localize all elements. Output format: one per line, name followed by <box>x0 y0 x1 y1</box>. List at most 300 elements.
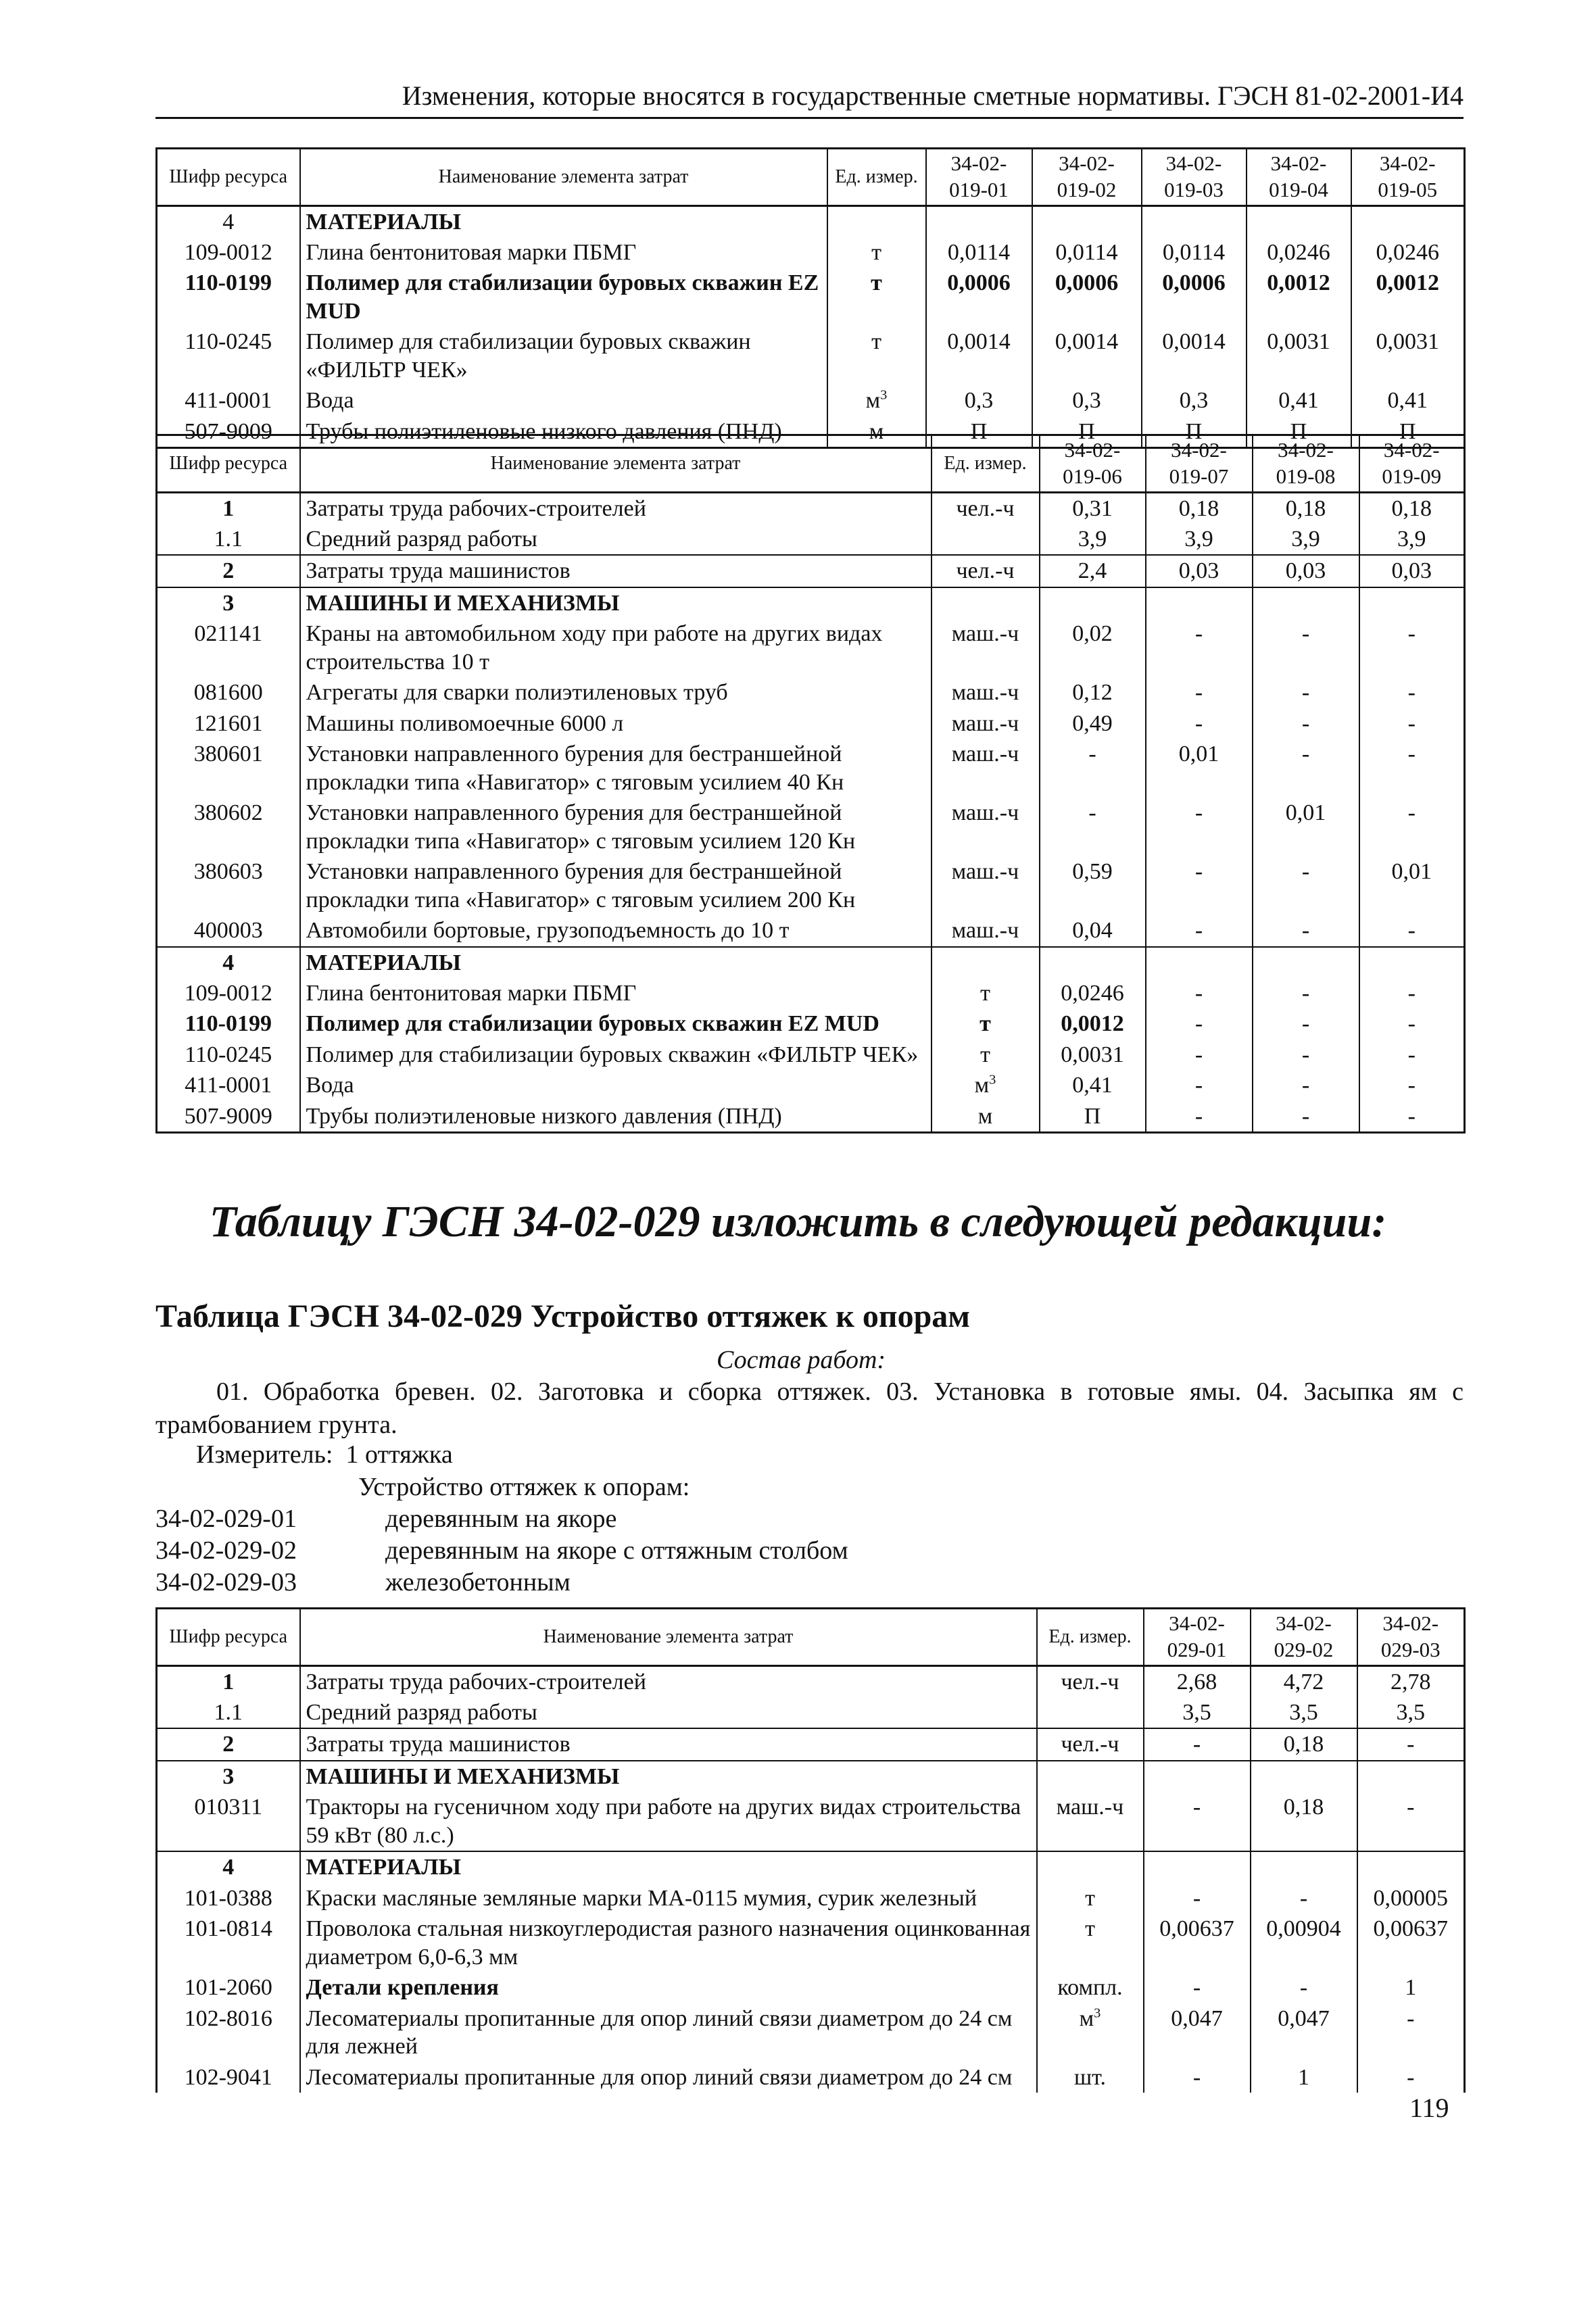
work-composition-label: Состав работ: <box>717 1346 886 1374</box>
row-value: 0,3 <box>1142 385 1247 416</box>
table-header-row <box>157 149 1465 206</box>
row-name: Затраты труда машинистов <box>300 555 932 587</box>
unit-of-measure: Измеритель: 1 оттяжка <box>196 1440 453 1469</box>
table-row <box>157 385 1465 416</box>
row-unit: т <box>932 1040 1040 1070</box>
row-value <box>1146 947 1253 978</box>
row-value: 0,18 <box>1146 492 1253 524</box>
row-value <box>1253 947 1359 978</box>
col-header-norm: 34-02- 019-04 <box>1247 149 1351 206</box>
row-unit: т <box>1037 1883 1144 1914</box>
row-name: Машины поливомоечные 6000 л <box>300 708 932 739</box>
row-name: МАШИНЫ И МЕХАНИЗМЫ <box>300 587 932 618</box>
variant-code: 34-02-029-03 <box>155 1568 297 1597</box>
row-value: 0,01 <box>1253 798 1359 856</box>
col-header-norm: 34-02- 019-06 <box>1040 435 1146 493</box>
row-code: 2 <box>157 1728 300 1760</box>
row-value: - <box>1253 978 1359 1008</box>
row-value: 3,9 <box>1253 524 1359 555</box>
row-name: Средний разряд работы <box>300 524 932 555</box>
table-row <box>157 1851 1465 1882</box>
row-unit <box>1037 1761 1144 1792</box>
row-unit: $м^3$ <box>827 385 926 416</box>
row-value: 0,0114 <box>1032 237 1142 268</box>
row-name: Лесоматериалы пропитанные для опор линий связи диаметром до 24 см для лежней <box>300 2003 1037 2062</box>
row-name: Полимер для стабилизации буровых скважин EZ MUD <box>300 268 827 326</box>
row-value: 3,5 <box>1357 1697 1465 1728</box>
row-value <box>926 205 1032 237</box>
row-code: 1.1 <box>157 524 300 555</box>
row-value: 0,0014 <box>1142 326 1247 385</box>
row-unit: т <box>1037 1914 1144 1972</box>
row-value: 0,01 <box>1146 739 1253 798</box>
row-code: 411-0001 <box>157 385 300 416</box>
row-value: 0,41 <box>1351 385 1465 416</box>
row-value: 1 <box>1357 1972 1465 2003</box>
row-code: 380601 <box>157 739 300 798</box>
row-value: 0,00637 <box>1144 1914 1251 1972</box>
table-row <box>157 915 1465 946</box>
row-value: - <box>1146 1070 1253 1100</box>
table-row <box>157 1761 1465 1792</box>
row-value: - <box>1359 1070 1465 1100</box>
row-value: - <box>1253 915 1359 946</box>
row-code: 4 <box>157 205 300 237</box>
variant-code: 34-02-029-02 <box>155 1536 297 1565</box>
row-value: 0,12 <box>1040 677 1146 708</box>
row-value: - <box>1359 798 1465 856</box>
row-code: 109-0012 <box>157 237 300 268</box>
row-value: - <box>1146 708 1253 739</box>
row-code: 010311 <box>157 1792 300 1851</box>
row-unit: маш.-ч <box>932 708 1040 739</box>
row-value <box>1247 205 1351 237</box>
col-header-norm: 34-02- 019-01 <box>926 149 1032 206</box>
row-unit: т <box>827 268 926 326</box>
row-value: - <box>1357 2062 1465 2093</box>
row-unit: чел.-ч <box>1037 1728 1144 1760</box>
row-value: - <box>1253 1101 1359 1133</box>
row-value <box>1032 205 1142 237</box>
row-unit: чел.-ч <box>932 492 1040 524</box>
row-value: 0,59 <box>1040 856 1146 915</box>
row-unit: чел.-ч <box>932 555 1040 587</box>
table-row <box>157 587 1465 618</box>
variant-text: железобетонным <box>385 1568 571 1597</box>
row-value: - <box>1146 1040 1253 1070</box>
col-header-norm: 34-02- 019-02 <box>1032 149 1142 206</box>
row-code: 081600 <box>157 677 300 708</box>
row-value <box>1351 205 1465 237</box>
row-value: - <box>1359 915 1465 946</box>
row-value: 0,00637 <box>1357 1914 1465 1972</box>
row-value: 0,0012 <box>1351 268 1465 326</box>
norm-group-label: Устройство оттяжек к опорам: <box>358 1473 690 1501</box>
table-row <box>157 1040 1465 1070</box>
col-header-norm: 34-02- 029-02 <box>1251 1609 1357 1666</box>
row-value: - <box>1144 1792 1251 1851</box>
col-header-norm: 34-02- 019-09 <box>1359 435 1465 493</box>
revision-heading: Таблицу ГЭСН 34-02-029 изложить в следующей редакции: <box>209 1197 1387 1246</box>
col-header-unit: Ед. измер. <box>827 149 926 206</box>
row-name: Затраты труда рабочих-строителей <box>300 492 932 524</box>
row-code: 110-0245 <box>157 326 300 385</box>
row-unit: маш.-ч <box>932 618 1040 677</box>
col-header-norm: 34-02- 029-01 <box>1144 1609 1251 1666</box>
row-unit <box>1037 1697 1144 1728</box>
row-value: 0,3 <box>1032 385 1142 416</box>
row-unit: маш.-ч <box>932 915 1040 946</box>
table-row <box>157 978 1465 1008</box>
row-unit: т <box>932 978 1040 1008</box>
row-name: Установки направленного бурения для бестраншейной прокладки типа «Навигатор» с тяговым усилием 120 Кн <box>300 798 932 856</box>
row-unit: маш.-ч <box>932 677 1040 708</box>
table-row <box>157 205 1465 237</box>
row-value: 0,18 <box>1359 492 1465 524</box>
row-name: МАТЕРИАЛЫ <box>300 205 827 237</box>
table-row <box>157 1728 1465 1760</box>
row-value <box>1144 1761 1251 1792</box>
row-value <box>1359 587 1465 618</box>
row-unit: м <box>827 416 926 448</box>
work-composition-text: 01. Обработка бревен. 02. Заготовка и сборка оттяжек. 03. Установка в готовые ямы. 04. Засыпка ям с трамбованием грунта. <box>155 1378 1464 1440</box>
row-value: - <box>1359 708 1465 739</box>
table-row <box>157 268 1465 326</box>
col-header-code: Шифр ресурса <box>157 149 300 206</box>
row-value: - <box>1146 618 1253 677</box>
row-name: Полимер для стабилизации буровых скважин «ФИЛЬТР ЧЕК» <box>300 1040 932 1070</box>
row-value: - <box>1357 1728 1465 1760</box>
row-name: Тракторы на гусеничном ходу при работе на других видах строительства 59 кВт (80 л.с.) <box>300 1792 1037 1851</box>
table-row <box>157 677 1465 708</box>
row-value: - <box>1253 739 1359 798</box>
row-value: П <box>926 416 1032 448</box>
row-unit <box>932 947 1040 978</box>
norms-table-029 <box>155 1607 1466 2093</box>
row-code: 102-9041 <box>157 2062 300 2093</box>
table-header-row <box>157 1609 1465 1666</box>
row-name: Агрегаты для сварки полиэтиленовых труб <box>300 677 932 708</box>
variant-code: 34-02-029-01 <box>155 1505 297 1533</box>
row-value: 3,5 <box>1144 1697 1251 1728</box>
row-value: - <box>1359 1101 1465 1133</box>
row-value: - <box>1359 1040 1465 1070</box>
row-value: 0,0114 <box>1142 237 1247 268</box>
row-value: - <box>1144 1728 1251 1760</box>
row-value: 2,78 <box>1357 1665 1465 1697</box>
row-value: 3,5 <box>1251 1697 1357 1728</box>
row-value: - <box>1146 978 1253 1008</box>
row-value: - <box>1359 1008 1465 1039</box>
row-value: 0,49 <box>1040 708 1146 739</box>
table-row <box>157 555 1465 587</box>
row-value: 3,9 <box>1359 524 1465 555</box>
table-row <box>157 947 1465 978</box>
row-unit: м <box>932 1101 1040 1133</box>
row-code: 2 <box>157 555 300 587</box>
row-unit: т <box>827 326 926 385</box>
col-header-unit: Ед. измер. <box>1037 1609 1144 1666</box>
table-row <box>157 1070 1465 1100</box>
row-code: 1 <box>157 1665 300 1697</box>
row-code: 380602 <box>157 798 300 856</box>
row-value <box>1146 587 1253 618</box>
row-code: 4 <box>157 1851 300 1882</box>
row-value: 0,0014 <box>1032 326 1142 385</box>
row-value: П <box>1247 416 1351 448</box>
row-value: 2,68 <box>1144 1665 1251 1697</box>
row-unit: маш.-ч <box>932 739 1040 798</box>
row-value <box>1359 947 1465 978</box>
col-header-norm: 34-02- 019-03 <box>1142 149 1247 206</box>
row-unit <box>932 524 1040 555</box>
table-row <box>157 618 1465 677</box>
row-value: 0,04 <box>1040 915 1146 946</box>
row-value: - <box>1146 1008 1253 1039</box>
row-value: 0,0246 <box>1247 237 1351 268</box>
row-code: 507-9009 <box>157 1101 300 1133</box>
row-value: - <box>1253 708 1359 739</box>
row-name: Полимер для стабилизации буровых скважин EZ MUD <box>300 1008 932 1039</box>
row-unit: т <box>827 237 926 268</box>
row-value: 0,41 <box>1247 385 1351 416</box>
row-code: 101-0388 <box>157 1883 300 1914</box>
col-header-norm: 34-02- 019-05 <box>1351 149 1465 206</box>
row-value: 2,4 <box>1040 555 1146 587</box>
row-code: 110-0199 <box>157 268 300 326</box>
row-value: - <box>1146 798 1253 856</box>
row-unit: маш.-ч <box>932 798 1040 856</box>
col-header-norm: 34-02- 019-08 <box>1253 435 1359 493</box>
row-value: 3,9 <box>1040 524 1146 555</box>
row-value: - <box>1253 677 1359 708</box>
row-unit: т <box>932 1008 1040 1039</box>
row-value: 0,41 <box>1040 1070 1146 1100</box>
row-name: Трубы полиэтиленовые низкого давления (ПНД) <box>300 1101 932 1133</box>
row-value: - <box>1144 1883 1251 1914</box>
row-name: Затраты труда машинистов <box>300 1728 1037 1760</box>
row-unit: маш.-ч <box>1037 1792 1144 1851</box>
row-value: - <box>1040 798 1146 856</box>
norms-table-019-06-09 <box>155 434 1466 1134</box>
row-unit <box>827 205 926 237</box>
row-value: 0,00005 <box>1357 1883 1465 1914</box>
row-value: 0,03 <box>1359 555 1465 587</box>
row-name: Вода <box>300 1070 932 1100</box>
row-value: - <box>1253 856 1359 915</box>
row-name: Краски масляные земляные марки МА-0115 мумия, сурик железный <box>300 1883 1037 1914</box>
row-code: 021141 <box>157 618 300 677</box>
table-row <box>157 524 1465 555</box>
row-value: 0,0012 <box>1247 268 1351 326</box>
row-name: Глина бентонитовая марки ПБМГ <box>300 237 827 268</box>
row-name: МАТЕРИАЛЫ <box>300 1851 1037 1882</box>
row-code: 101-0814 <box>157 1914 300 1972</box>
row-code: 1 <box>157 492 300 524</box>
row-value: - <box>1251 1972 1357 2003</box>
row-name: МАТЕРИАЛЫ <box>300 947 932 978</box>
row-value: - <box>1359 618 1465 677</box>
row-value: 0,18 <box>1251 1728 1357 1760</box>
table-row <box>157 1792 1465 1851</box>
table-row <box>157 2062 1465 2093</box>
row-value: 1 <box>1251 2062 1357 2093</box>
row-unit: компл. <box>1037 1972 1144 2003</box>
row-code: 109-0012 <box>157 978 300 1008</box>
row-unit: $м^3$ <box>1037 2003 1144 2062</box>
row-value: 4,72 <box>1251 1665 1357 1697</box>
row-value <box>1357 1851 1465 1882</box>
row-code: 110-0245 <box>157 1040 300 1070</box>
row-name: Проволока стальная низкоуглеродистая разного назначения оцинкованная диаметром 6,0-6,3 мм <box>300 1914 1037 1972</box>
row-code: 400003 <box>157 915 300 946</box>
row-value: 0,0006 <box>1142 268 1247 326</box>
row-unit: чел.-ч <box>1037 1665 1144 1697</box>
table-row <box>157 708 1465 739</box>
row-value: 0,0012 <box>1040 1008 1146 1039</box>
row-value: - <box>1253 1070 1359 1100</box>
row-value <box>1144 1851 1251 1882</box>
row-value: П <box>1032 416 1142 448</box>
row-value: 0,00904 <box>1251 1914 1357 1972</box>
table-row <box>157 326 1465 385</box>
row-name: Средний разряд работы <box>300 1697 1037 1728</box>
row-value: 0,03 <box>1253 555 1359 587</box>
table-row <box>157 1665 1465 1697</box>
row-unit: шт. <box>1037 2062 1144 2093</box>
row-code: 102-8016 <box>157 2003 300 2062</box>
row-code: 3 <box>157 1761 300 1792</box>
row-value: П <box>1142 416 1247 448</box>
col-header-code: Шифр ресурса <box>157 435 300 493</box>
row-value: - <box>1253 618 1359 677</box>
table-row <box>157 798 1465 856</box>
row-value <box>1040 587 1146 618</box>
row-value <box>1251 1761 1357 1792</box>
row-value: 0,31 <box>1040 492 1146 524</box>
row-value: П <box>1351 416 1465 448</box>
row-value <box>1142 205 1247 237</box>
row-value <box>1357 1761 1465 1792</box>
row-name: Затраты труда рабочих-строителей <box>300 1665 1037 1697</box>
row-name: Лесоматериалы пропитанные для опор линий связи диаметром до 24 см <box>300 2062 1037 2093</box>
row-code: 121601 <box>157 708 300 739</box>
row-name: Установки направленного бурения для бестраншейной прокладки типа «Навигатор» с тяговым усилием 200 Кн <box>300 856 932 915</box>
row-value: - <box>1144 1972 1251 2003</box>
table-row <box>157 1972 1465 2003</box>
row-code: 3 <box>157 587 300 618</box>
row-value: 0,0246 <box>1351 237 1465 268</box>
row-name: МАШИНЫ И МЕХАНИЗМЫ <box>300 1761 1037 1792</box>
row-value: - <box>1359 978 1465 1008</box>
table-header-row <box>157 435 1465 493</box>
col-header-norm: 34-02- 019-07 <box>1146 435 1253 493</box>
row-value: - <box>1251 1883 1357 1914</box>
row-value: - <box>1359 677 1465 708</box>
table-row <box>157 1101 1465 1133</box>
col-header-name: Наименование элемента затрат <box>300 435 932 493</box>
row-code: 4 <box>157 947 300 978</box>
row-name: Полимер для стабилизации буровых скважин «ФИЛЬТР ЧЕК» <box>300 326 827 385</box>
row-code: 110-0199 <box>157 1008 300 1039</box>
row-value: - <box>1357 1792 1465 1851</box>
row-value: - <box>1040 739 1146 798</box>
row-name: Глина бентонитовая марки ПБМГ <box>300 978 932 1008</box>
row-name: Установки направленного бурения для бестраншейной прокладки типа «Навигатор» с тяговым усилием 40 Кн <box>300 739 932 798</box>
variant-text: деревянным на якоре <box>385 1505 617 1533</box>
row-code: 380603 <box>157 856 300 915</box>
norms-table-019-01-05 <box>155 147 1466 449</box>
col-header-unit: Ед. измер. <box>932 435 1040 493</box>
row-value <box>1251 1851 1357 1882</box>
row-value: 0,047 <box>1144 2003 1251 2062</box>
row-value: - <box>1357 2003 1465 2062</box>
table-row <box>157 237 1465 268</box>
page-header: Изменения, которые вносятся в государственные сметные нормативы. ГЭСН 81-02-2001-И4 <box>155 80 1464 119</box>
row-value: 0,3 <box>926 385 1032 416</box>
table-title: Таблица ГЭСН 34-02-029 Устройство оттяжек к опорам <box>155 1298 970 1334</box>
row-value: 0,18 <box>1251 1792 1357 1851</box>
row-name: Краны на автомобильном ходу при работе на других видах строительства 10 т <box>300 618 932 677</box>
row-value: 0,047 <box>1251 2003 1357 2062</box>
row-code: 1.1 <box>157 1697 300 1728</box>
row-code: 411-0001 <box>157 1070 300 1100</box>
row-unit <box>932 587 1040 618</box>
col-header-name: Наименование элемента затрат <box>300 1609 1037 1666</box>
row-value: 0,0031 <box>1247 326 1351 385</box>
table-row <box>157 1697 1465 1728</box>
row-value: - <box>1359 739 1465 798</box>
col-header-code: Шифр ресурса <box>157 1609 300 1666</box>
row-value: - <box>1253 1040 1359 1070</box>
row-unit: маш.-ч <box>932 856 1040 915</box>
row-value: 0,01 <box>1359 856 1465 915</box>
col-header-norm: 34-02- 029-03 <box>1357 1609 1465 1666</box>
table-row <box>157 492 1465 524</box>
table-row <box>157 739 1465 798</box>
row-value: 0,0114 <box>926 237 1032 268</box>
variant-text: деревянным на якоре с оттяжным столбом <box>385 1536 848 1565</box>
row-code: 101-2060 <box>157 1972 300 2003</box>
row-value: 0,0006 <box>926 268 1032 326</box>
row-value: - <box>1144 2062 1251 2093</box>
row-name: Автомобили бортовые, грузоподъемность до 10 т <box>300 915 932 946</box>
page-number: 119 <box>1409 2093 1449 2123</box>
table-row <box>157 856 1465 915</box>
table-row <box>157 1008 1465 1039</box>
row-value: - <box>1146 915 1253 946</box>
row-value: 3,9 <box>1146 524 1253 555</box>
row-name: Детали крепления <box>300 1972 1037 2003</box>
row-value: - <box>1146 677 1253 708</box>
row-value: 0,0246 <box>1040 978 1146 1008</box>
row-value: 0,0006 <box>1032 268 1142 326</box>
row-value: 0,02 <box>1040 618 1146 677</box>
table-row <box>157 1914 1465 1972</box>
row-value: 0,0014 <box>926 326 1032 385</box>
row-value: - <box>1146 1101 1253 1133</box>
row-value <box>1253 587 1359 618</box>
row-value: 0,0031 <box>1351 326 1465 385</box>
table-row <box>157 2003 1465 2062</box>
row-value: - <box>1146 856 1253 915</box>
row-name: Вода <box>300 385 827 416</box>
table-row <box>157 1883 1465 1914</box>
row-name: Трубы полиэтиленовые низкого давления (ПНД) <box>300 416 827 448</box>
row-unit: $м^3$ <box>932 1070 1040 1100</box>
row-value: 0,0031 <box>1040 1040 1146 1070</box>
row-value: 0,18 <box>1253 492 1359 524</box>
